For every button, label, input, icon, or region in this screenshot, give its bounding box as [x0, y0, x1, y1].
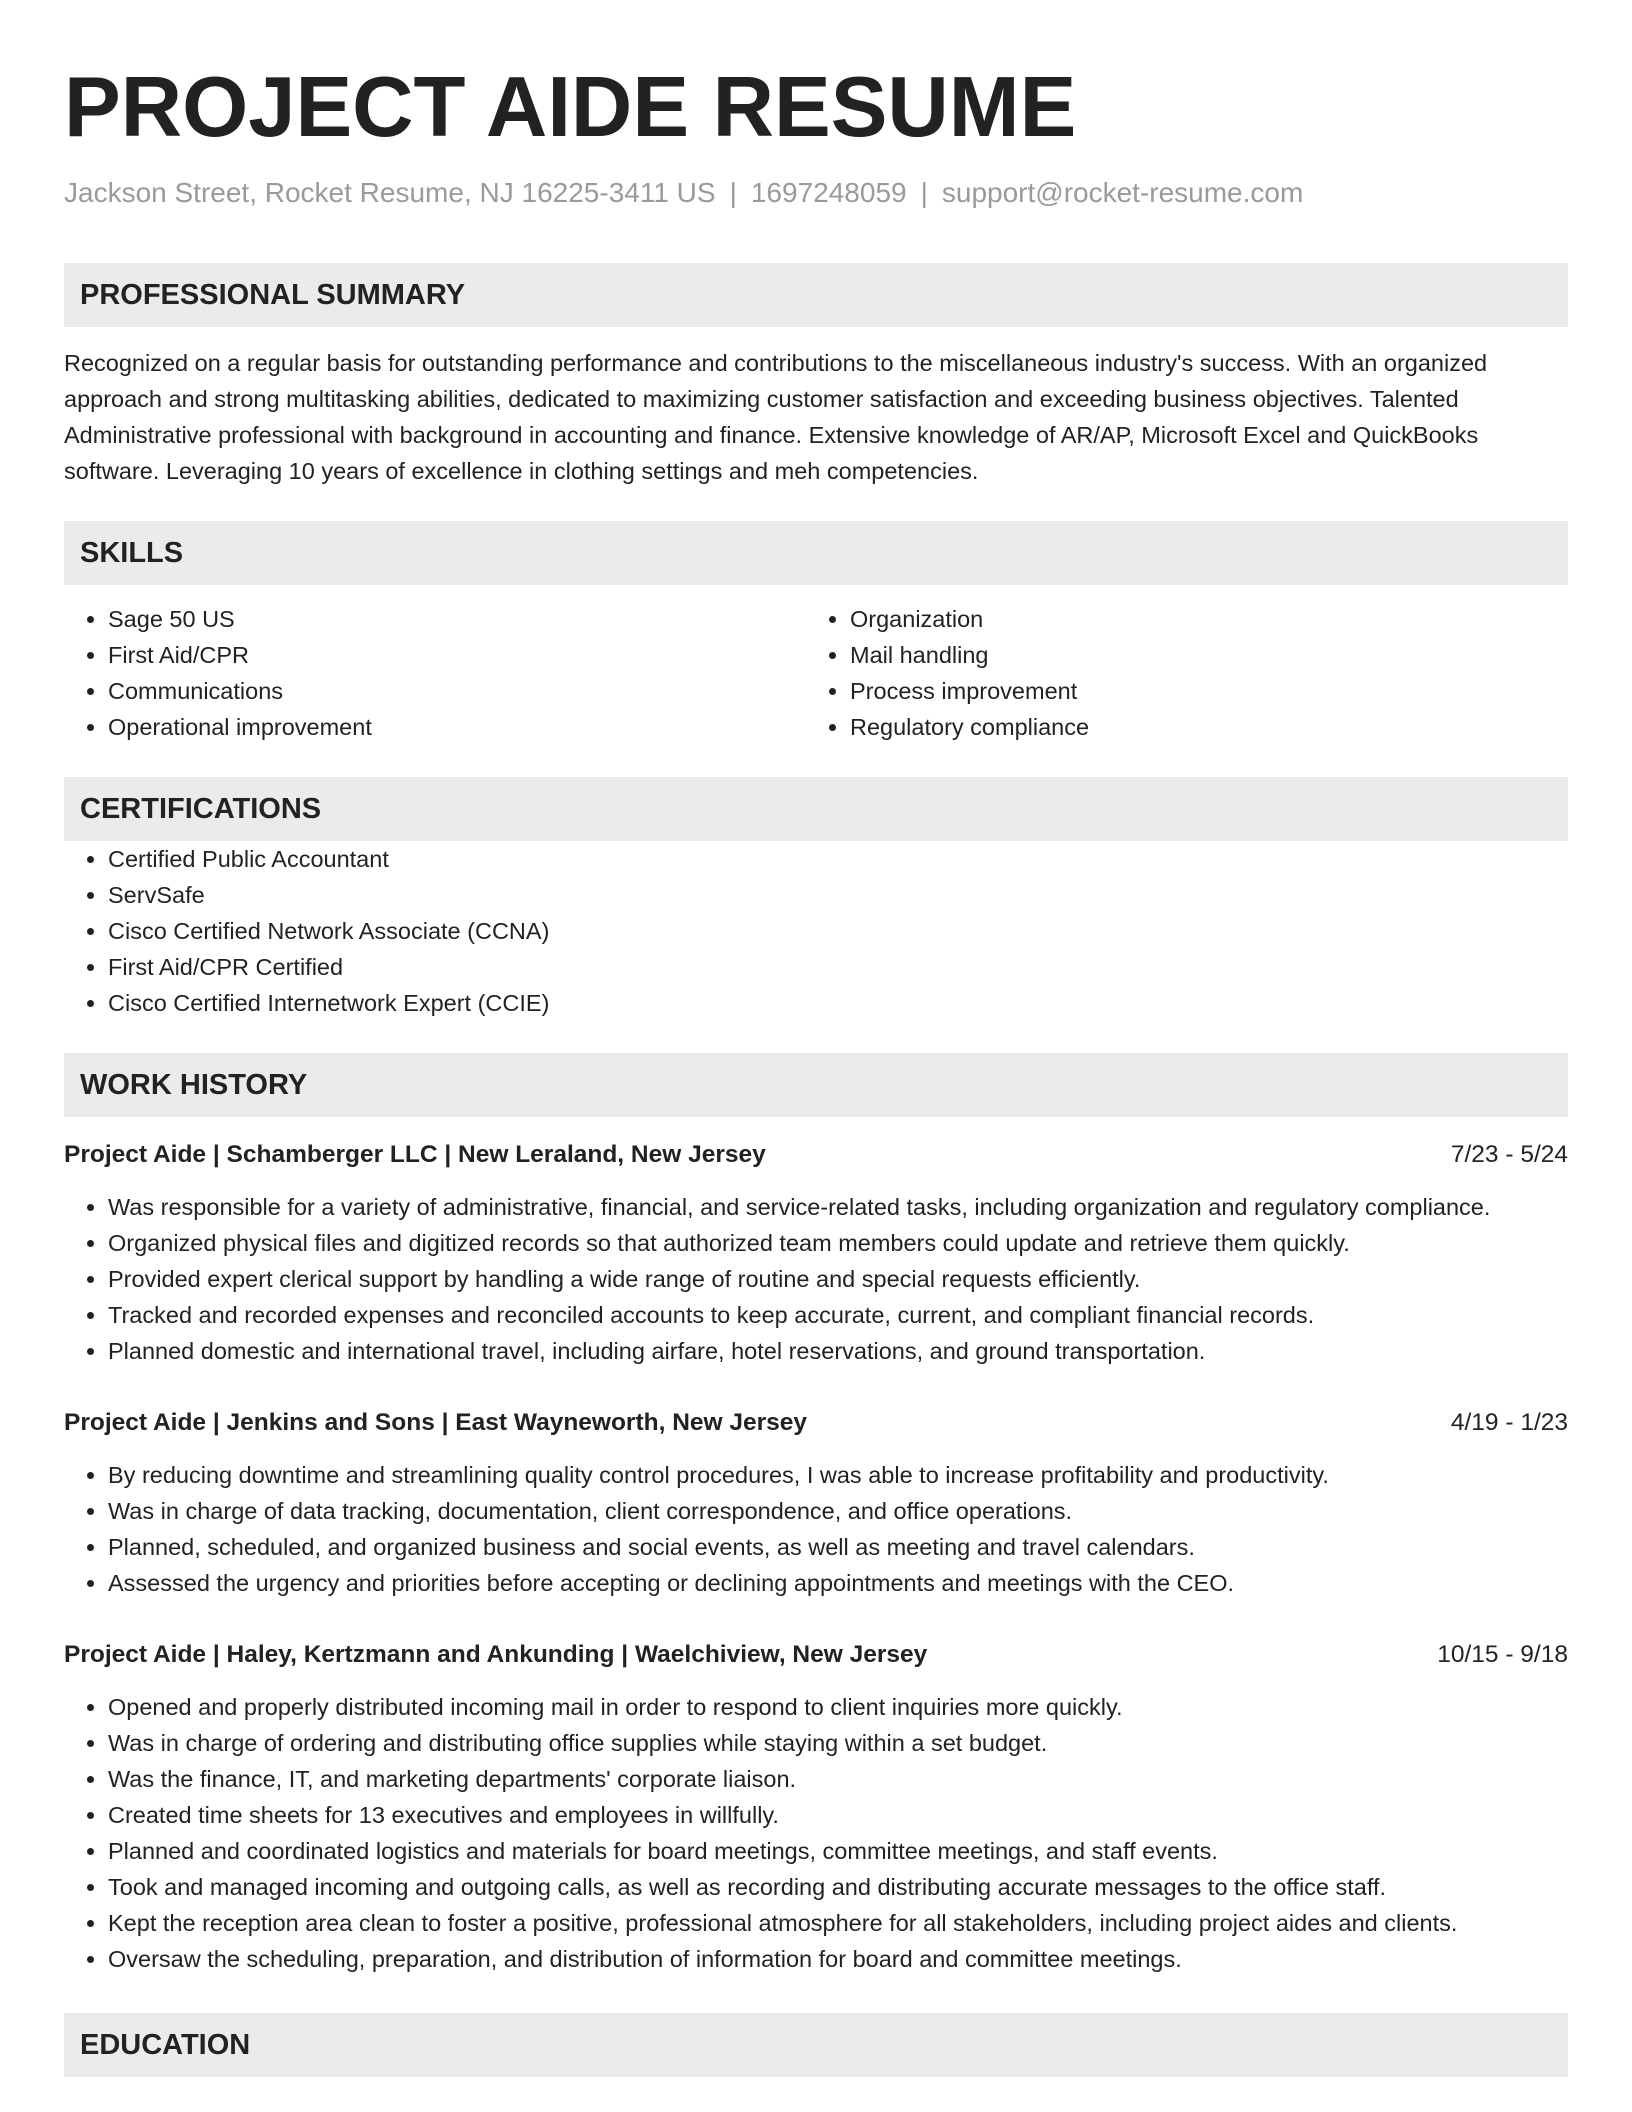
resume-title: PROJECT AIDE RESUME — [64, 60, 1077, 155]
job-bullet: • Created time sheets for 13 executives and employees in willfully. — [108, 1797, 1568, 1833]
section-heading-certifications: CERTIFICATIONS — [64, 777, 1568, 841]
skills-column-left — [64, 601, 806, 745]
job-bullets — [64, 1457, 1568, 1601]
job-bullets — [64, 1189, 1568, 1369]
skill-item: • Regulatory compliance — [850, 709, 1548, 745]
section-heading-summary: PROFESSIONAL SUMMARY — [64, 263, 1568, 327]
section-heading-work-history: WORK HISTORY — [64, 1053, 1568, 1117]
contact-email[interactable]: support@rocket-resume.com — [941, 177, 1304, 208]
job-title: Project Aide | Haley, Kertzmann and Ankunding | Waelchiview, New Jersey — [64, 1641, 928, 1668]
job-title: Project Aide | Schamberger LLC | New Leraland, New Jersey — [64, 1141, 766, 1168]
section-heading-education: EDUCATION — [64, 2013, 1568, 2077]
job-bullet: • Was the finance, IT, and marketing departments' corporate liaison. — [108, 1761, 1568, 1797]
job-header — [64, 1637, 1568, 1673]
skill-item: • Organization — [850, 601, 1548, 637]
job-bullets — [64, 1689, 1568, 1977]
skill-item: • Operational improvement — [108, 709, 806, 745]
job-bullet: • Planned and coordinated logistics and materials for board meetings, committee meetings, and staff events. — [108, 1833, 1568, 1869]
contact-address: Jackson Street, Rocket Resume, NJ 16225-3411 US — [64, 177, 716, 208]
job-dates: 10/15 - 9/18 — [1437, 1641, 1568, 1668]
job-bullet: • Planned, scheduled, and organized business and social events, as well as meeting and travel calendars. — [108, 1529, 1568, 1565]
skill-item: • Mail handling — [850, 637, 1548, 673]
skills-list-right — [806, 601, 1548, 745]
certification-item: • Cisco Certified Network Associate (CCNA) — [108, 913, 1568, 949]
certification-item: • Certified Public Accountant — [108, 841, 1568, 877]
skill-item: • Process improvement — [850, 673, 1548, 709]
section-heading-skills: SKILLS — [64, 521, 1568, 585]
certification-item: • ServSafe — [108, 877, 1568, 913]
contact-separator: | — [729, 177, 737, 208]
job-bullet: • Organized physical files and digitized records so that authorized team members could update and retrieve them quickly. — [108, 1225, 1568, 1261]
skills-column-right — [806, 601, 1548, 745]
contact-line — [64, 175, 1568, 211]
job-header — [64, 1405, 1568, 1441]
job-bullet: • Was in charge of data tracking, documentation, client correspondence, and office operations. — [108, 1493, 1568, 1529]
job-entry — [64, 1637, 1568, 1977]
job-bullet: • Opened and properly distributed incoming mail in order to respond to client inquiries more quickly. — [108, 1689, 1568, 1725]
skill-item: • Communications — [108, 673, 806, 709]
job-bullet: • By reducing downtime and streamlining quality control procedures, I was able to increase profitability and productivity. — [108, 1457, 1568, 1493]
contact-separator: | — [920, 177, 928, 208]
certification-item: • First Aid/CPR Certified — [108, 949, 1568, 985]
certifications-list — [64, 841, 1568, 1021]
job-bullet: • Kept the reception area clean to foster a positive, professional atmosphere for all stakeholders, including project aides and clients. — [108, 1905, 1568, 1941]
job-bullet: • Oversaw the scheduling, preparation, and distribution of information for board and committee meetings. — [108, 1941, 1568, 1977]
job-bullet: • Took and managed incoming and outgoing calls, as well as recording and distributing accurate messages to the office staff. — [108, 1869, 1568, 1905]
job-entry — [64, 1137, 1568, 1369]
job-title: Project Aide | Jenkins and Sons | East Wayneworth, New Jersey — [64, 1409, 808, 1436]
job-bullet: • Was in charge of ordering and distributing office supplies while staying within a set budget. — [108, 1725, 1568, 1761]
job-dates: 4/19 - 1/23 — [1450, 1409, 1568, 1436]
job-bullet: • Planned domestic and international travel, including airfare, hotel reservations, and ground transportation. — [108, 1333, 1568, 1369]
skills-list-left — [64, 601, 806, 745]
contact-phone: 1697248059 — [750, 177, 907, 208]
skill-item: • First Aid/CPR — [108, 637, 806, 673]
certification-item: • Cisco Certified Internetwork Expert (CCIE) — [108, 985, 1568, 1021]
skill-item: • Sage 50 US — [108, 601, 806, 637]
job-entry — [64, 1405, 1568, 1601]
job-bullet: • Was responsible for a variety of administrative, financial, and service-related tasks, including organization and regulatory compliance. — [108, 1189, 1568, 1225]
job-bullet: • Assessed the urgency and priorities before accepting or declining appointments and meetings with the CEO. — [108, 1565, 1568, 1601]
job-header — [64, 1137, 1568, 1173]
summary-text: Recognized on a regular basis for outstanding performance and contributions to the miscellaneous industry's success. With an organized approach and strong multitasking abilities, dedicated to maximizing customer satisfaction and exceeding business objectives. Talented Administrative professional with background in accounting and finance. Extensive knowledge of AR/AP, Microsoft Excel and QuickBooks software. Leveraging 10 years of excellence in clothing settings and meh competencies. — [64, 350, 1488, 484]
job-bullet: • Tracked and recorded expenses and reconciled accounts to keep accurate, current, and compliant financial records. — [108, 1297, 1568, 1333]
job-bullet: • Provided expert clerical support by handling a wide range of routine and special requests efficiently. — [108, 1261, 1568, 1297]
skills-columns — [64, 601, 1568, 745]
job-dates: 7/23 - 5/24 — [1450, 1141, 1568, 1168]
